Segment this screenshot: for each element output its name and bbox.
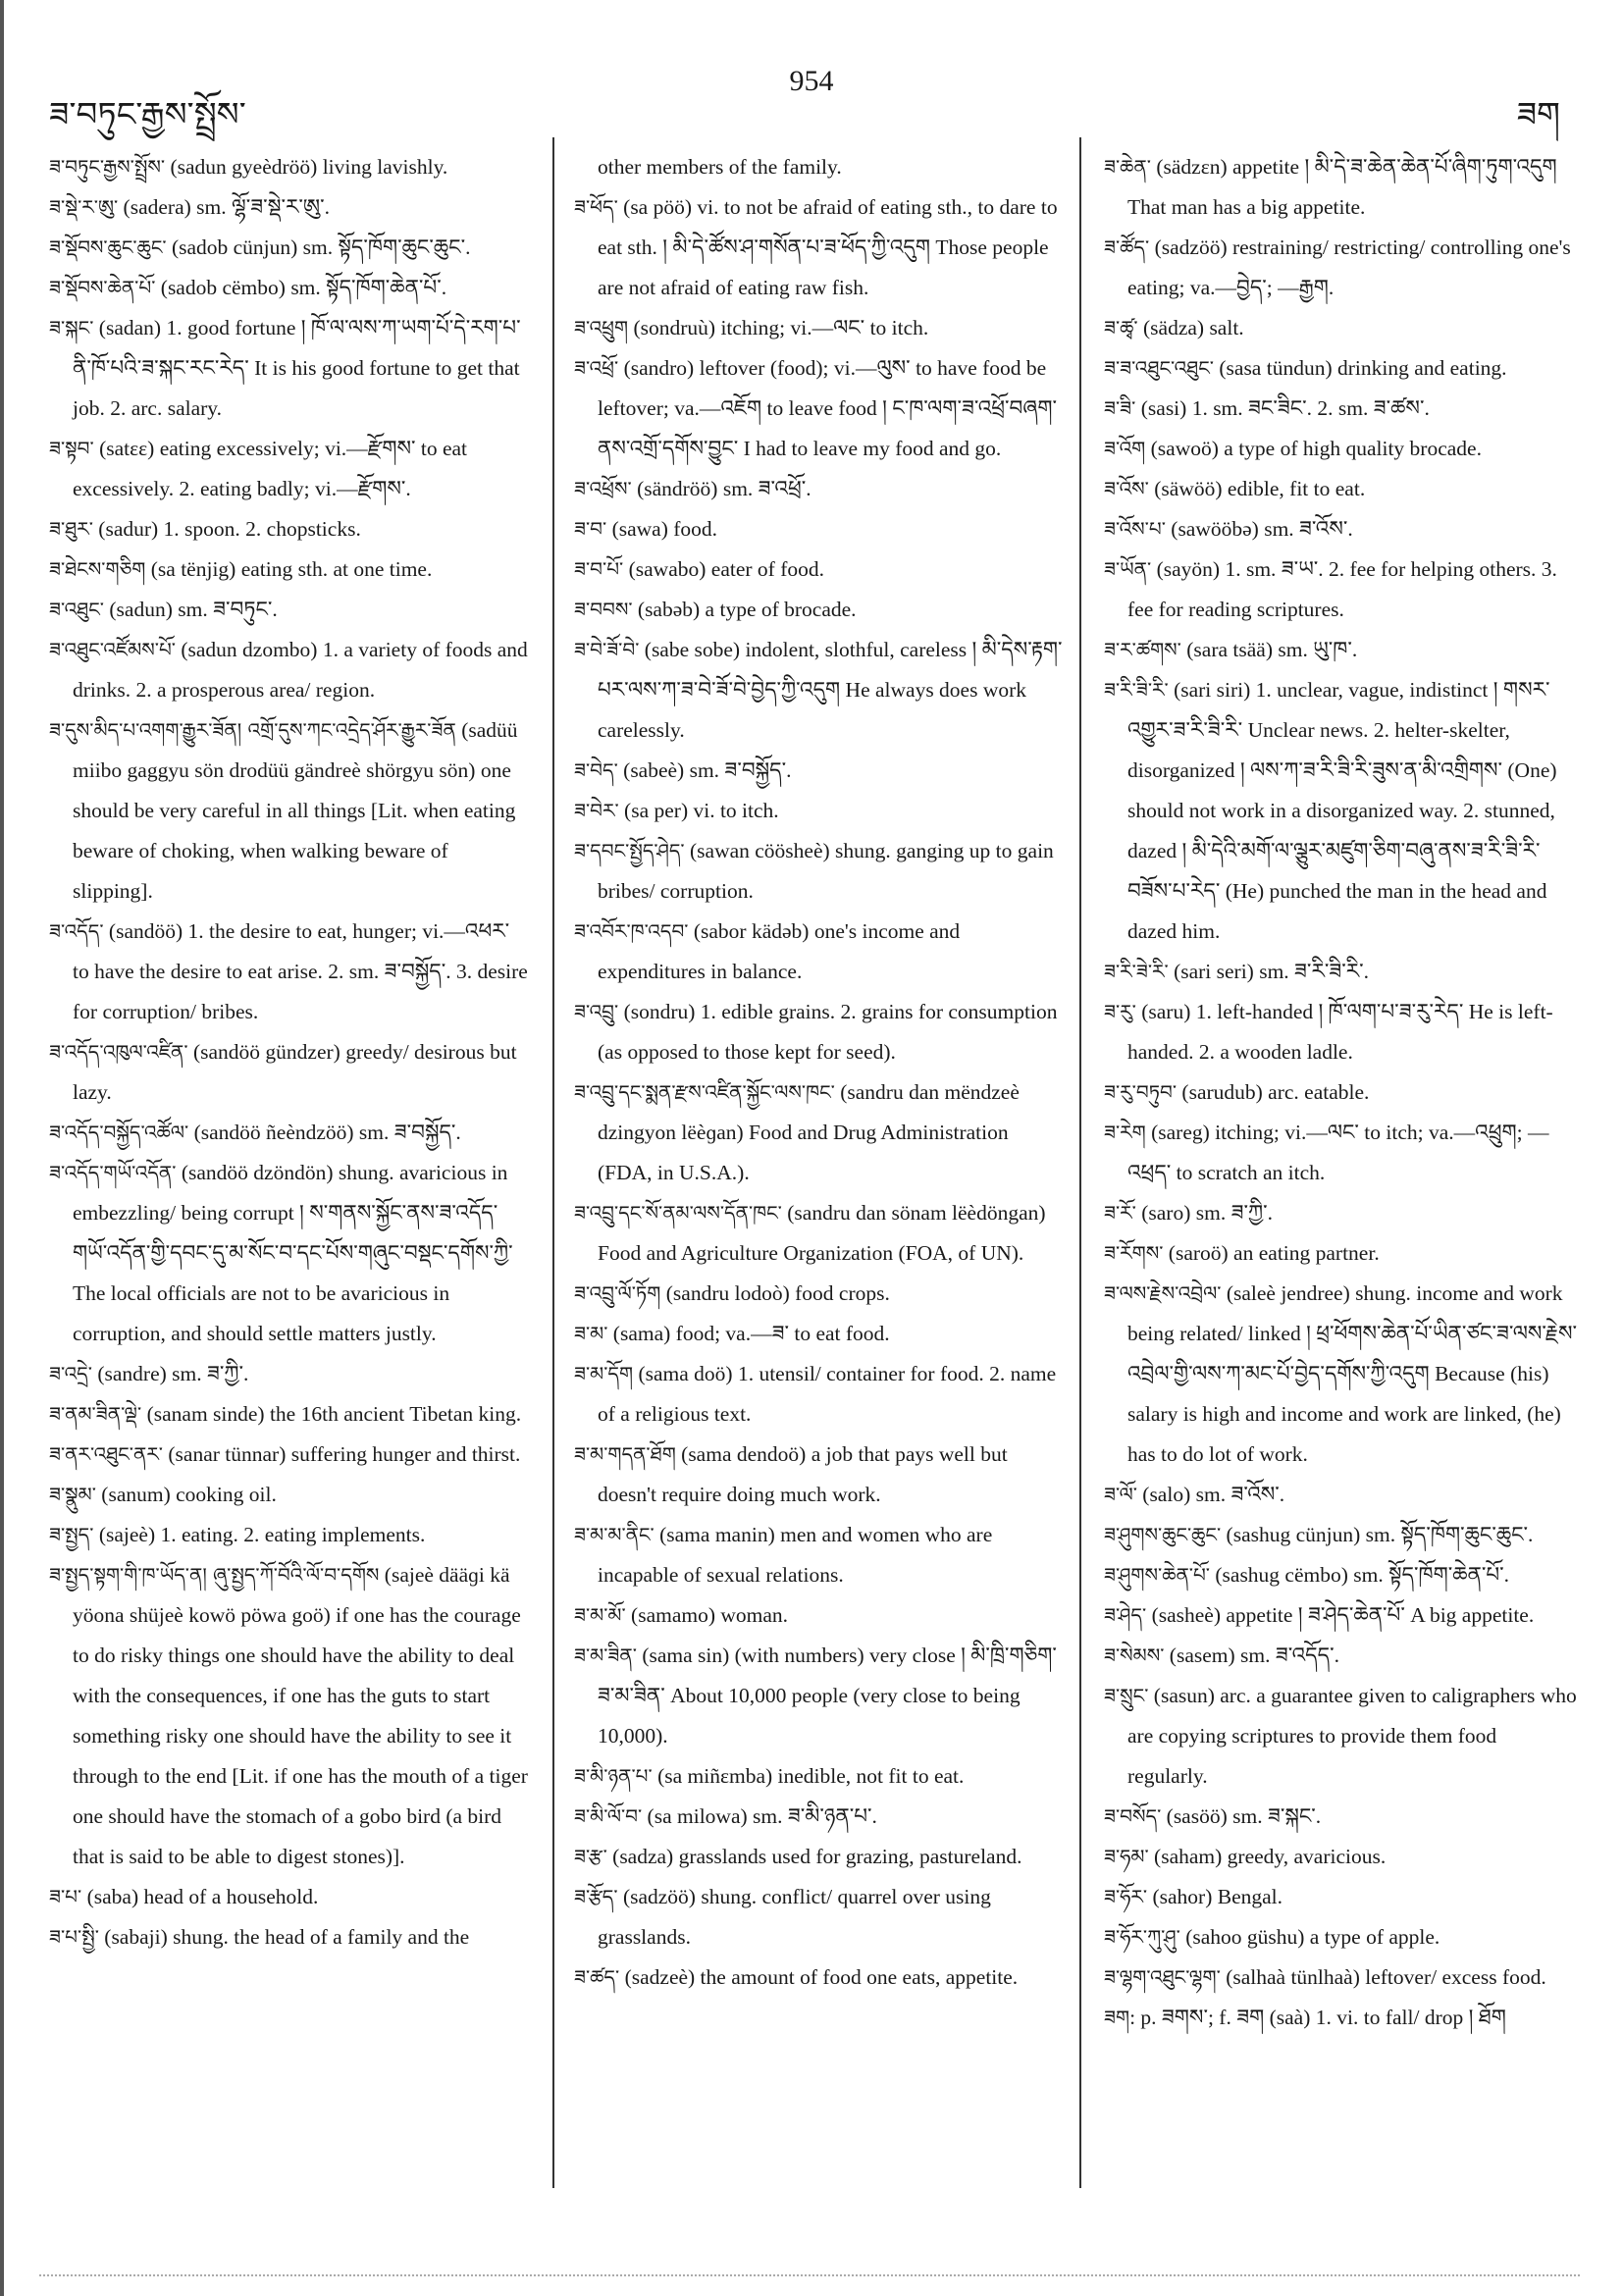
entry-definition: (sadun) sm. ཟ་བཏུང་.: [104, 598, 278, 621]
dictionary-entry: [1104, 469, 1580, 509]
entry-headword: ཟ་འདོད་གཡོ་འདོན་: [49, 1161, 177, 1184]
entry-headword: ཟ་མ་དོག: [574, 1362, 634, 1385]
entry-definition: (satεε) eating excessively; vi.—རྫོགས་ to eat excessively. 2. eating badly; vi.—རྫོགས་.: [73, 437, 468, 500]
dictionary-entry: [1104, 1475, 1580, 1515]
entry-headword: ཟ་ཐུར་: [49, 517, 93, 541]
dictionary-entry: [574, 469, 1065, 509]
entry-headword: ཟ་མ་མ་ནིང་: [574, 1523, 654, 1546]
dictionary-entry: [574, 1797, 1065, 1837]
dictionary-entry: [49, 1354, 530, 1394]
entry-definition: (samamo) woman.: [625, 1603, 789, 1627]
entry-headword: ཟ་རི་ཟེ་རི་: [1104, 960, 1169, 983]
page-header: [0, 0, 1623, 137]
entry-definition: (sahor) Bengal.: [1147, 1885, 1283, 1908]
entry-definition: (sanum) cooking oil.: [95, 1483, 277, 1506]
entry-definition: (sahoo güshu) a type of apple.: [1179, 1925, 1440, 1949]
dictionary-entry: [574, 590, 1065, 630]
dictionary-entry: [49, 509, 530, 549]
dictionary-entry: [574, 630, 1065, 751]
dictionary-entry: [1104, 1072, 1580, 1113]
entry-headword: ཟ་འདོད་བསྐྱོད་འཚོལ་: [49, 1121, 189, 1144]
entry-headword: ཟ་འཐུང་: [49, 598, 104, 621]
entry-definition: (sa per) vi. to itch.: [618, 799, 779, 822]
left-guide-word: ཟ་བཏུང་རྒྱས་སྤྲོས་: [49, 97, 246, 133]
entry-headword: ཟ་སྡོབས་ཆུང་ཆུང་: [49, 235, 167, 259]
entry-definition: (sama sin) (with numbers) very close ། མི་ཁྲི་གཅིག་ཟ་མ་ཟིན་ About 10,000 people (very close to being 10,000).: [598, 1644, 1057, 1748]
dictionary-entry: [49, 549, 530, 590]
entry-definition: (sasi) 1. sm. ཟང་ཟིང་. 2. sm. ཟ་ཚས་.: [1135, 396, 1430, 420]
entry-definition: (salo) sm. ཟ་འོས་.: [1136, 1483, 1285, 1506]
entry-definition: (sondruù) itching; vi.—ལང་ to itch.: [628, 316, 929, 339]
dictionary-entry: [49, 590, 530, 630]
dictionary-entry: [1104, 1113, 1580, 1193]
dictionary-entry: [49, 1435, 530, 1475]
dictionary-entry: [574, 1314, 1065, 1354]
entry-definition: (sandöö) 1. the desire to eat, hunger; vi.—འཕར་ to have the desire to eat arise. 2. sm. ཟ་བསྐྱོད་. 3. desire for corruption/ bribes.: [73, 919, 528, 1023]
entry-definition: (saleè jendree) shung. income and work being related/ linked ། ཕྲ་ཕོགས་ཆེན་པོ་ཡིན་ཙང་ཟ་ལས་རྗེས་འབྲེལ་གྱི་ལས་ཀ་མང་པོ་བྱེད་དགོས་ཀྱི་འདུག Because (his) salary is high and income and work are linked, (he) has to do lot of work.: [1127, 1281, 1577, 1466]
dictionary-entry: [574, 187, 1065, 308]
entry-definition: (sandre) sm. ཟ་ཀྱི་.: [91, 1362, 249, 1385]
entry-definition: (saham) greedy, avaricious.: [1148, 1845, 1387, 1868]
dictionary-entry: [574, 549, 1065, 590]
entry-definition: (sawabo) eater of food.: [623, 557, 824, 581]
entry-definition: (sawan cöösheè) shung. ganging up to gain bribes/ corruption.: [598, 839, 1054, 903]
entry-definition: (sashug cëmbo) sm. སྟོད་ཁོག་ཆེན་པོ་.: [1210, 1563, 1510, 1587]
entry-headword: ཟ་འཕྲོས་: [574, 477, 632, 500]
entry-definition: (sama) food; va.—ཟ་ to eat food.: [607, 1322, 890, 1345]
page-number: 954: [789, 65, 834, 97]
dictionary-entry: [49, 912, 530, 1032]
entry-headword: ཟ་འཕྲོ་: [574, 356, 619, 380]
entry-definition: (sädza) salt.: [1137, 316, 1244, 339]
entry-headword: ཟ་འབོར་ཁ་འདབ་: [574, 919, 689, 943]
entry-headword: ཟ་ཧོར་ཀུ་ཤུ་: [1104, 1925, 1180, 1949]
entry-definition: (sadzöö) shung. conflict/ quarrel over using grasslands.: [598, 1885, 991, 1949]
entry-headword: ཟ་སྣུམ་: [49, 1483, 96, 1506]
entry-headword: ཟ་འདོད་: [49, 919, 104, 943]
entry-headword: ཟ་ཤེད་: [1104, 1603, 1147, 1627]
dictionary-entry: [49, 1475, 530, 1515]
dictionary-entry: [1104, 1877, 1580, 1917]
entry-definition: (sabor kädəb) one's income and expenditures in balance.: [598, 919, 961, 983]
dictionary-entry: [574, 1515, 1065, 1595]
entry-headword: ཟ་ནར་འཐུང་ནར་: [49, 1442, 163, 1466]
entry-definition: (sasun) arc. a guarantee given to caligraphers who are copying scriptures to provide them food regularly.: [1127, 1684, 1577, 1788]
column-rule: [552, 137, 554, 2188]
dictionary-entry: [574, 1193, 1065, 1274]
entry-headword: ཟ་སྡོབས་ཆེན་པོ་: [49, 276, 156, 299]
entry-headword: ཟ་སྤྱད་: [49, 1523, 94, 1546]
dictionary-entry: [574, 912, 1065, 992]
entry-definition: (sashug cünjun) sm. སྟོད་ཁོག་ཆུང་ཆུང་.: [1221, 1523, 1534, 1546]
entry-definition: (saro) sm. ཟ་ཀྱི་.: [1135, 1201, 1273, 1225]
entry-definition: (sandöö dzöndön) shung. avaricious in embezzling/ being corrupt ། ས་གནས་སྐྱོང་ནས་ཟ་འདོད་གཡོ་འདོན་གྱི་དབང་དུ་མ་སོང་བ་དང་པོས་གཞུང་བསྡང་དགོས་ཀྱི་ The local officials are not to be avaricious in corruption, and should settle matters justly.: [73, 1161, 513, 1345]
entry-definition: (sadzeè) the amount of food one eats, appetite.: [619, 1965, 1019, 1989]
dictionary-entry: [574, 1877, 1065, 1957]
entry-definition: (saroö) an eating partner.: [1163, 1241, 1380, 1265]
dictionary-entry: [1104, 549, 1580, 630]
entry-headword: ཟ་དུས་མིད་པ་འགག་རྒྱུར་ཟོན། འགྲོ་དུས་ཀང་འདྲེད་ཤོར་རྒྱུར་ཟོན: [49, 718, 456, 742]
dictionary-entry: [1104, 952, 1580, 992]
entry-definition: (sabeè) sm. ཟ་བསྐྱོད་.: [617, 758, 792, 782]
entry-headword: ཟ་ཟ་འཐུང་འཐུང་: [1104, 356, 1214, 380]
entry-headword: ཟ་ཚྭ་: [1104, 316, 1138, 339]
entry-definition: (sandöö gündzer) greedy/ desirous but lazy.: [73, 1040, 517, 1104]
entry-definition: (sarudub) arc. eatable.: [1177, 1080, 1370, 1104]
dictionary-entry: [1104, 630, 1580, 670]
entry-definition: (sandöö ñeèndzöö) sm. ཟ་བསྐྱོད་.: [188, 1121, 461, 1144]
dictionary-entry: [49, 1153, 530, 1354]
dictionary-entry: [1104, 1837, 1580, 1877]
entry-definition: (sama doö) 1. utensil/ container for food. 2. name of a religious text.: [598, 1362, 1057, 1426]
entry-headword: ཟ་བཏུང་རྒྱས་སྤྲོས་: [49, 155, 166, 179]
entry-definition: (sawa) food.: [606, 517, 718, 541]
dictionary-entry: [574, 1636, 1065, 1756]
entry-definition: (sadzöö) restraining/ restricting/ controlling one's eating; va.—བྱེད་; —རྒྱག.: [1127, 235, 1571, 299]
dictionary-entry: [49, 429, 530, 509]
entry-headword: ཟ་ཕོད་: [574, 195, 618, 219]
dictionary-entry: [49, 1877, 530, 1917]
dictionary-entry: [49, 710, 530, 912]
entry-headword: ཟ་པ་: [49, 1885, 82, 1908]
dictionary-entry: [1104, 147, 1580, 228]
entry-headword: ཟ་བབས་: [574, 598, 633, 621]
entry-definition: (sadun gyeèdröö) living lavishly.: [165, 155, 448, 179]
entry-definition: (sadob cëmbo) sm. སྟོད་ཁོག་ཆེན་པོ་.: [155, 276, 447, 299]
page-edge: [0, 0, 4, 2296]
entry-headword: ཟ་འོས་: [1104, 477, 1149, 500]
dictionary-column-1: [49, 147, 530, 1957]
entry-headword: ཟ་ར་ཚགས་: [1104, 638, 1181, 661]
dictionary-entry: [1104, 1676, 1580, 1797]
entry-headword: ཟ་མ་ཟིན་: [574, 1644, 637, 1667]
entry-headword: ཟ་ཚོད་: [1104, 235, 1150, 259]
dictionary-entry: [1104, 1274, 1580, 1475]
entry-headword: ཟག: [1104, 2006, 1130, 2029]
entry-definition: (sasheè) appetite ། ཟ་ཤེད་ཆེན་པོ་ A big appetite.: [1146, 1603, 1535, 1627]
dictionary-entry: [574, 308, 1065, 348]
dictionary-column-3: [1104, 147, 1580, 2038]
entry-headword: ཟ་མ་མོ་: [574, 1603, 626, 1627]
entry-definition: (sädzεn) appetite ། མི་དེ་ཟ་ཆེན་ཆེན་པོ་ཞིག་ཏུག་འདུག That man has a big appetite.: [1127, 155, 1557, 219]
dictionary-entry: [1104, 1797, 1580, 1837]
footer-rule: [39, 2274, 1580, 2280]
entry-definition: : p. ཟགས་; f. ཟག (saà) 1. vi. to fall/ drop ། ཐོག: [1129, 2006, 1506, 2029]
entry-headword: ཟ་བ་: [574, 517, 607, 541]
entry-definition: (säwöö) edible, fit to eat.: [1148, 477, 1366, 500]
dictionary-entry: [49, 1555, 530, 1877]
entry-headword: ཟ་སྤྱད་སྟག་གི་ཁ་ཡོད་ན། ཞུ་སྤྱད་ཀོ་བོའི་ལོ་བ་དགོས: [49, 1563, 380, 1587]
dictionary-entry: [1104, 389, 1580, 429]
entry-headword: ཟ་མ་: [574, 1322, 608, 1345]
dictionary-entry: [49, 308, 530, 429]
entry-headword: ཟ་ཧམ་: [1104, 1845, 1149, 1868]
entry-headword: ཟ་འོས་པ་: [1104, 517, 1166, 541]
entry-definition: (sasöö) sm. ཟ་སྐང་.: [1161, 1804, 1322, 1828]
entry-definition: (sasem) sm. ཟ་འདོད་.: [1164, 1644, 1339, 1667]
entry-headword: ཟ་པ་སྤྱི་: [49, 1925, 99, 1949]
entry-definition: (sama manin) men and women who are incapable of sexual relations.: [598, 1523, 993, 1587]
entry-headword: ཟ་ནམ་ཟིན་ལྡེ་: [49, 1402, 142, 1426]
dictionary-entry: [1104, 1595, 1580, 1636]
entry-headword: ཟ་ཚད་: [574, 1965, 620, 1989]
entry-definition: (sondru) 1. edible grains. 2. grains for consumption (as opposed to those kept for seed).: [598, 1000, 1058, 1064]
entry-definition: (sadob cünjun) sm. སྟོད་ཁོག་ཆུང་ཆུང་.: [166, 235, 471, 259]
entry-headword: ཟ་བསོད་: [1104, 1804, 1162, 1828]
entry-definition: (sa miñεmba) inedible, not fit to eat.: [652, 1764, 965, 1788]
entry-headword: ཟ་ཡོན་: [1104, 557, 1152, 581]
entry-definition: (sawööbə) sm. ཟ་འོས་.: [1165, 517, 1353, 541]
entry-definition: (saru) 1. left-handed ། ཁོ་ལག་པ་ཟ་རུ་རེད་ He is left-handed. 2. a wooden ladle.: [1127, 1000, 1553, 1064]
dictionary-entry: [574, 751, 1065, 791]
entry-definition: (sadan) 1. good fortune ། ཁོ་ལ་ལས་ཀ་ཡག་པོ་དེ་རག་པ་ནི་ཁོ་པའི་ཟ་སྐང་རང་རེད་ It is his good fortune to get that job. 2. arc. salary.: [73, 316, 521, 420]
entry-definition: (saba) head of a household.: [81, 1885, 319, 1908]
entry-headword: ཟ་རྩོད་: [574, 1885, 618, 1908]
entry-headword: ཟ་རྩ་: [574, 1845, 607, 1868]
entry-headword: ཟ་མི་ལོ་བ་: [574, 1804, 643, 1828]
entry-headword: ཟ་རུ་: [1104, 1000, 1136, 1023]
entry-headword: ཟ་སྡེ་ར་ཨུ་: [49, 195, 119, 219]
entry-definition: (sa tënjig) eating sth. at one time.: [145, 557, 433, 581]
entry-headword: ཟ་འཕྲུག: [574, 316, 629, 339]
entry-headword: ཟ་འོག: [1104, 437, 1146, 460]
entry-definition: (sadun dzombo) 1. a variety of foods and drinks. 2. a prosperous area/ region.: [73, 638, 528, 702]
dictionary-entry: [574, 147, 1065, 187]
entry-definition: (sandru dan sönam lëèdöngan) Food and Agriculture Organization (FOA, of UN).: [598, 1201, 1046, 1265]
entry-definition: (sasa tündun) drinking and eating.: [1214, 356, 1507, 380]
dictionary-entry: [1104, 228, 1580, 308]
entry-headword: ཟ་འབྲུ་: [574, 1000, 619, 1023]
entry-headword: ཟ་ཧོར་: [1104, 1885, 1148, 1908]
dictionary-entry: [49, 147, 530, 187]
entry-headword: ཟ་འབྲུ་དང་སྨན་རྫས་འཛིན་སྐྱོང་ལས་ཁང་: [574, 1080, 835, 1104]
dictionary-entry: [574, 992, 1065, 1072]
entry-definition: (sändröö) sm. ཟ་འཕྲོ་.: [631, 477, 812, 500]
dictionary-entry: [1104, 992, 1580, 1072]
dictionary-entry: [1104, 348, 1580, 389]
entry-headword: ཟ་སྐང་: [49, 316, 94, 339]
dictionary-entry: [574, 1354, 1065, 1435]
entry-headword: ཟ་རོགས་: [1104, 1241, 1164, 1265]
entry-headword: ཟ་སྲུང་: [1104, 1684, 1149, 1707]
entry-headword: ཟ་འབྲུ་ལོ་ཏོག: [574, 1281, 661, 1305]
entry-definition: (salhaà tünlhaà) leftover/ excess food.: [1220, 1965, 1546, 1989]
entry-headword: ཟ་ཟི་: [1104, 396, 1136, 420]
entry-definition: (sadur) 1. spoon. 2. chopsticks.: [92, 517, 361, 541]
entry-headword: ཟ་སྟབ་: [49, 437, 94, 460]
entry-definition: (sama dendoö) a job that pays well but doesn't require doing much work.: [598, 1442, 1008, 1506]
dictionary-entry: [49, 1917, 530, 1957]
entry-definition: other members of the family.: [598, 155, 842, 179]
entry-definition: (sa milowa) sm. ཟ་མི་ཉན་པ་.: [642, 1804, 877, 1828]
entry-headword: ཟ་རུ་བཏུབ་: [1104, 1080, 1178, 1104]
entry-definition: (sanar tünnar) suffering hunger and thirst.: [163, 1442, 521, 1466]
dictionary-entry: [49, 228, 530, 268]
entry-headword: ཟ་སེམས་: [1104, 1644, 1165, 1667]
entry-headword: ཟ་བེར་: [574, 799, 619, 822]
entry-headword: ཟ་ཤུགས་ཆུང་ཆུང་: [1104, 1523, 1222, 1546]
entry-definition: (sajeè dääɡi kä yöona shüjeè kowö pöwa goö) if one has the courage to do risky things one should have the ability to deal with the consequences, if one has the guts to start something risky one should have the ability to see it through to the end [Lit. if one has the mouth of a tiger one should have the stomach of a gobo bird (a bird that is said to be able to digest stones)].: [73, 1563, 528, 1868]
entry-headword: ཟ་འདོད་འཁུལ་འཛིན་: [49, 1040, 188, 1064]
dictionary-entry: [574, 1837, 1065, 1877]
dictionary-entry: [1104, 1998, 1580, 2038]
entry-headword: ཟ་ཐེངས་གཅིག: [49, 557, 146, 581]
entry-headword: ཟ་ལས་རྗེས་འབྲེལ་: [1104, 1281, 1222, 1305]
dictionary-entry: [1104, 308, 1580, 348]
entry-definition: (sajeè) 1. eating. 2. eating implements.: [93, 1523, 426, 1546]
dictionary-entry: [49, 1515, 530, 1555]
entry-definition: (sadza) grasslands used for grazing, pastureland.: [606, 1845, 1022, 1868]
entry-definition: (sawoö) a type of high quality brocade.: [1145, 437, 1482, 460]
entry-definition: (sari seri) sm. ཟ་རི་ཟི་རི་.: [1168, 960, 1370, 983]
entry-definition: (sabe sobe) indolent, slothful, careless ། མི་དེས་རྟག་པར་ལས་ཀ་ཟ་བེ་ཟོ་བེ་བྱེད་ཀྱི་འདུག He always does work carelessly.: [598, 638, 1063, 742]
entry-headword: ཟ་རོ་: [1104, 1201, 1136, 1225]
entry-definition: (sanam sinde) the 16th ancient Tibetan king.: [141, 1402, 522, 1426]
dictionary-entry: [574, 1072, 1065, 1193]
entry-headword: ཟ་འབྲུ་དང་སོ་ནམ་ལས་དོན་ཁང་: [574, 1201, 782, 1225]
dictionary-entry: [1104, 1636, 1580, 1676]
dictionary-entry: [49, 187, 530, 228]
entry-headword: ཟ་འདྲེ་: [49, 1362, 92, 1385]
entry-headword: ཟ་བ་པོ་: [574, 557, 624, 581]
dictionary-entry: [49, 630, 530, 710]
dictionary-entry: [1104, 1917, 1580, 1957]
dictionary-entry: [574, 1756, 1065, 1797]
dictionary-entry: [1104, 1515, 1580, 1555]
column-rule: [1079, 137, 1081, 2188]
entry-headword: ཟ་རེག: [1104, 1121, 1146, 1144]
dictionary-entry: [1104, 1957, 1580, 1998]
entry-definition: (sadera) sm. ལྷོ་ཟ་སྡེ་ར་ཨུ་.: [118, 195, 331, 219]
dictionary-entry: [574, 509, 1065, 549]
dictionary-entry: [574, 1957, 1065, 1998]
entry-definition: (sadüü miibo gaggyu sön drodüü gändreè shörgyu sön) one should be very careful in all things [Lit. when eating beware of choking, when walking beware of slipping].: [73, 718, 518, 903]
entry-definition: (sandru dan mëndzeè dzingyon lëèɡan) Food and Drug Administration (FDA, in U.S.A.).: [598, 1080, 1020, 1184]
dictionary-entry: [1104, 1193, 1580, 1233]
entry-headword: ཟ་མ་གདན་ཐོག: [574, 1442, 676, 1466]
entry-headword: ཟ་ཆེན་: [1104, 155, 1151, 179]
entry-headword: ཟ་དབང་སྤྱོད་ཤེད་: [574, 839, 685, 862]
entry-definition: (sareg) itching; vi.—ལང་ to itch; va.—འཕྲུག; —འཕྲད་ to scratch an itch.: [1127, 1121, 1549, 1184]
dictionary-entry: [49, 268, 530, 308]
entry-definition: (sayön) 1. sm. ཟ་ཡ་. 2. fee for helping others. 3. fee for reading scriptures.: [1127, 557, 1557, 621]
entry-headword: ཟ་བེད་: [574, 758, 618, 782]
entry-headword: ཟ་མི་ཉན་པ་: [574, 1764, 653, 1788]
dictionary-entry: [574, 1595, 1065, 1636]
dictionary-entry: [1104, 509, 1580, 549]
entry-headword: ཟ་རི་ཟི་རི་: [1104, 678, 1169, 702]
entry-definition: (sa pöö) vi. to not be afraid of eating sth., to dare to eat sth. ། མི་དེ་ཚོས་ཤ་གསོན་པ་ཟ་ཕོད་ཀྱི་འདུག Those people are not afraid of eating raw fish.: [598, 195, 1058, 299]
dictionary-entry: [574, 1274, 1065, 1314]
dictionary-entry: [49, 1032, 530, 1113]
dictionary-entry: [1104, 1233, 1580, 1274]
entry-headword: ཟ་འཐུང་འཛོམས་པོ་: [49, 638, 176, 661]
dictionary-entry: [1104, 1555, 1580, 1595]
entry-definition: (sabaji) shung. the head of a family and the: [98, 1925, 470, 1949]
dictionary-entry: [574, 1435, 1065, 1515]
dictionary-entry: [574, 348, 1065, 469]
entry-headword: ཟ་ལྷག་འཐུང་ལྷག་: [1104, 1965, 1221, 1989]
dictionary-entry: [49, 1394, 530, 1435]
dictionary-entry: [574, 791, 1065, 831]
entry-headword: ཟ་ཤུགས་ཆེན་པོ་: [1104, 1563, 1210, 1587]
entry-definition: (sara tsää) sm. ཡུ་ཁ་.: [1180, 638, 1358, 661]
entry-definition: (sandru lodoò) food crops.: [660, 1281, 890, 1305]
dictionary-column-2: [574, 147, 1065, 1998]
entry-definition: (sari siri) 1. unclear, vague, indistinct ། གསར་འགྱུར་ཟ་རི་ཟི་རི་ Unclear news. 2. helter-skelter, disorganized ། ལས་ཀ་ཟ་རི་ཟི་རི་ཟུས་ན་མི་འགྲིགས་ (One) should not work in a disorganized way. 2. stunned, dazed ། མི་དེའི་མགོ་ལ་ལྕུར་མཛུག་ཅིག་བཞུ་ནས་ཟ་རི་ཟི་རི་བཟོས་པ་རེད་ (He) punched the man in the head and dazed him.: [1127, 678, 1557, 943]
entry-definition: (sandro) leftover (food); vi.—ལུས་ to have food be leftover; va.—འཇོག to leave food ། ང་ཁ་ལག་ཟ་འཕྲོ་བཞག་ནས་འགྲོ་དགོས་བྱུང་ I had to leave my food and go.: [598, 356, 1058, 460]
entry-headword: ཟ་ལོ་: [1104, 1483, 1137, 1506]
entry-headword: ཟ་བེ་ཟོ་བེ་: [574, 638, 640, 661]
dictionary-entry: [1104, 429, 1580, 469]
right-guide-word: ཟག: [1516, 97, 1560, 133]
dictionary-entry: [574, 831, 1065, 912]
entry-definition: (sabəb) a type of brocade.: [632, 598, 857, 621]
dictionary-entry: [49, 1113, 530, 1153]
dictionary-entry: [1104, 670, 1580, 952]
